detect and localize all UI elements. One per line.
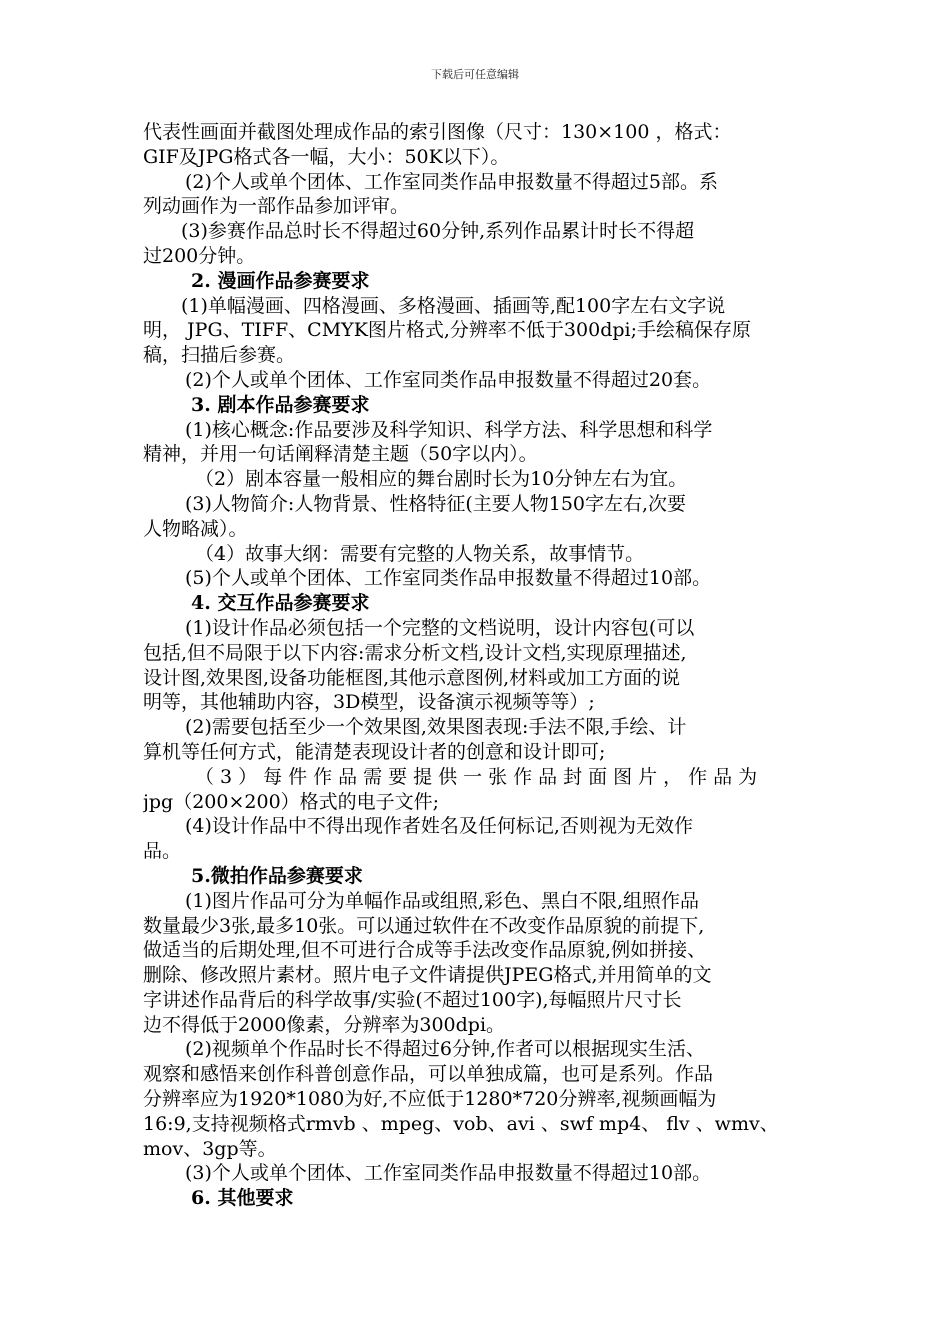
paragraph-line: (2)个人或单个团体、工作室同类作品申报数量不得超过20套。 [185,368,712,391]
document-body [143,120,809,1211]
paragraph-line: 代表性画面并截图处理成作品的索引图像（尺寸：130×100 ，格式： [143,121,732,143]
paragraph-line: 观察和感悟来创作科普创意作品，可以单独成篇，也可是系列。作品 [143,1063,714,1086]
paragraph-line: 明， JPG、TIFF、CMYK图片格式,分辨率不低于300dpi;手绘稿保存原 [143,319,752,342]
paragraph-line: 人物略减）。 [143,517,248,540]
paragraph-line: (3)人物简介:人物背景、性格特征(主要人物150字左右,次要 [185,492,687,515]
paragraph-line: 设计图,效果图,设备功能框图,其他示意图例,材料或加工方面的说 [143,666,681,689]
paragraph-line: (2)视频单个作品时长不得超过6分钟,作者可以根据现实生活、 [185,1038,706,1061]
paragraph-line: (3)参赛作品总时长不得超过60分钟,系列作品累计时长不得超 [181,220,695,243]
paragraph-line: 做适当的后期处理,但不可进行合成等手法改变作品原貌,例如拼接、 [143,939,707,962]
paragraph-line: (5)个人或单个团体、工作室同类作品申报数量不得超过10部。 [185,567,712,590]
paragraph-line: 数量最少3张,最多10张。可以通过软件在不改变作品原貌的前提下, [143,914,705,937]
paragraph-line: 过200分钟。 [143,244,256,267]
paragraph-line: (2)个人或单个团体、工作室同类作品申报数量不得超过5部。系 [185,170,719,193]
paragraph-line: 精神，并用一句话阐释清楚主题（50字以内）。 [143,443,538,466]
page-header-note: 下载后可任意编辑 [431,68,519,81]
paragraph-line: （3）每件作品需要提供一张作品封面图片，作品为 [195,765,764,788]
paragraph-line: (1)图片作品可分为单幅作品或组照,彩色、黑白不限,组照作品 [185,889,699,912]
paragraph-line: 稿，扫描后参赛。 [143,344,296,367]
section-heading: 4. 交互作品参赛要求 [191,592,370,615]
paragraph-line: (4)设计作品中不得出现作者姓名及任何标记,否则视为无效作 [185,815,693,838]
paragraph-line: （4）故事大纲：需要有完整的人物关系，故事情节。 [195,542,645,565]
section-heading: 6. 其他要求 [191,1187,294,1210]
paragraph-line: (1)核心概念:作品要涉及科学知识、科学方法、科学思想和科学 [185,418,713,441]
section-heading: 5.微拍作品参赛要求 [191,864,363,887]
paragraph-line: 删除、修改照片素材。照片电子文件请提供JPEG格式,并用简单的文 [143,964,712,987]
paragraph-line: 包括,但不局限于以下内容:需求分析文档,设计文档,实现原理描述, [143,641,687,664]
paragraph-line: 16:9,支持视频格式rmvb 、mpeg、vob、avi 、swf mp4、 flv 、wmv、 [143,1112,779,1135]
paragraph-line: 分辨率应为1920*1080为好,不应低于1280*720分辨率,视频画幅为 [143,1088,717,1111]
paragraph-line: 边不得低于2000像素，分辨率为300dpi。 [143,1013,506,1036]
paragraph-line: jpg（200×200）格式的电子文件; [143,790,440,813]
section-heading: 2. 漫画作品参赛要求 [191,269,370,292]
paragraph-line: GIF及JPG格式各一幅，大小：50K以下）。 [143,145,510,168]
paragraph-line: 品。 [143,840,182,863]
paragraph-line: （2）剧本容量一般相应的舞台剧时长为10分钟左右为宜。 [195,468,688,491]
paragraph-line: (2)需要包括至少一个效果图,效果图表现:手法不限,手绘、计 [185,716,687,739]
paragraph-line: 明等，其他辅助内容，3D模型，设备演示视频等等）; [143,691,595,714]
paragraph-line: (1)单幅漫画、四格漫画、多格漫画、插画等,配100字左右文字说 [181,294,726,317]
section-heading: 3. 剧本作品参赛要求 [191,393,370,416]
paragraph-line: 列动画作为一部作品参加评审。 [143,195,410,218]
paragraph-line: 算机等任何方式，能清楚表现设计者的创意和设计即可; [143,740,606,763]
paragraph-line: (1)设计作品必须包括一个完整的文档说明，设计内容包(可以 [185,616,695,639]
paragraph-line: (3)个人或单个团体、工作室同类作品申报数量不得超过10部。 [185,1162,712,1185]
paragraph-line: 字讲述作品背后的科学故事/实验(不超过100字),每幅照片尺寸长 [143,988,682,1011]
paragraph-line: mov、3gp等。 [143,1137,277,1160]
